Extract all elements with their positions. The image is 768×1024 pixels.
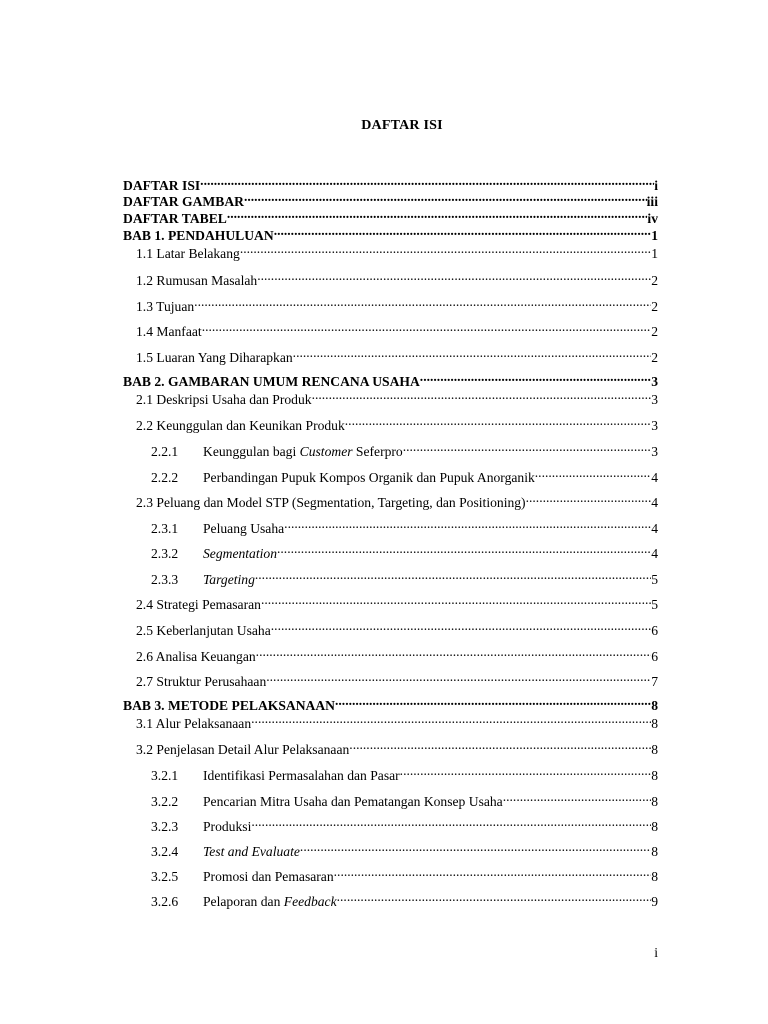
- toc-entry-label: 2.5 Keberlanjutan Usaha: [136, 623, 271, 638]
- toc-entry-page: 8: [651, 844, 658, 859]
- toc-entry-label: [203, 545, 277, 563]
- toc-dot-leader: [240, 240, 651, 258]
- toc-entry[interactable]: [123, 205, 658, 226]
- toc-dot-leader: [312, 386, 652, 404]
- toc-dot-leader: [337, 888, 652, 906]
- toc-dot-leader: [257, 267, 651, 285]
- toc-entry[interactable]: [123, 293, 658, 314]
- toc-entry-page: 5: [651, 572, 658, 587]
- toc-entry-label: [203, 767, 400, 785]
- toc-entry-page: 9: [651, 894, 658, 909]
- toc-dot-leader: [256, 643, 652, 661]
- toc-entry[interactable]: [123, 838, 658, 859]
- toc-entry-number: 2.3.3: [151, 572, 179, 587]
- toc-entry[interactable]: [123, 438, 658, 459]
- toc-entry-page: 2: [651, 324, 658, 339]
- toc-entry[interactable]: [123, 489, 658, 510]
- toc-entry-label-text: Peluang Usaha: [203, 521, 285, 536]
- toc-entry-page: 1: [651, 228, 658, 243]
- toc-entry-label: [203, 893, 337, 911]
- toc-entry[interactable]: [123, 591, 658, 612]
- toc-entry-label: 1.1 Latar Belakang: [136, 246, 240, 261]
- toc-entry-label-text: Seferpro: [352, 444, 403, 459]
- toc-entry-page: 5: [651, 597, 658, 612]
- toc-entry[interactable]: [123, 222, 658, 243]
- toc-entry-label-text: Produksi: [203, 819, 252, 834]
- toc-entry-number: 2.3.2: [151, 546, 179, 561]
- toc-entry-label: [203, 520, 284, 538]
- toc-entry-label-italic: Test and Evaluate: [203, 844, 300, 859]
- toc-entry-label: 2.1 Deskripsi Usaha dan Produk: [136, 392, 312, 407]
- toc-dot-leader: [277, 540, 651, 558]
- toc-entry[interactable]: [123, 762, 658, 783]
- toc-dot-leader: [274, 222, 652, 240]
- toc-entry-label: BAB 1. PENDAHULUAN: [123, 228, 274, 243]
- toc-entry-label: DAFTAR GAMBAR: [123, 194, 244, 209]
- toc-entry[interactable]: [123, 540, 658, 561]
- toc-entry-number: 3.2.5: [151, 869, 179, 884]
- toc-entry[interactable]: [123, 267, 658, 288]
- toc-dot-leader: [202, 318, 652, 336]
- toc-entry-label: DAFTAR TABEL: [123, 211, 227, 226]
- toc-entry[interactable]: [123, 464, 658, 485]
- toc-entry[interactable]: [123, 617, 658, 638]
- toc-dot-leader: [503, 788, 651, 806]
- toc-entry-number: 3.2.4: [151, 844, 179, 859]
- toc-entry[interactable]: [123, 668, 658, 689]
- toc-dot-leader: [251, 813, 651, 831]
- toc-entry-label: [203, 793, 503, 811]
- toc-entry-label: [203, 443, 403, 461]
- toc-entry-page: 6: [651, 623, 658, 638]
- toc-entry[interactable]: [123, 412, 658, 433]
- toc-entry-page: 3: [651, 444, 658, 459]
- toc-entry-label: 1.5 Luaran Yang Diharapkan: [136, 350, 293, 365]
- toc-entry-page: 2: [651, 273, 658, 288]
- toc-dot-leader: [403, 438, 651, 456]
- toc-entry-page: 3: [651, 392, 658, 407]
- toc-entry-label: 2.6 Analisa Keuangan: [136, 649, 256, 664]
- toc-entry-page: 8: [651, 742, 658, 757]
- toc-entry-page: iv: [647, 211, 658, 226]
- toc-entry[interactable]: [123, 188, 658, 209]
- toc-entry-page: 3: [651, 374, 658, 389]
- toc-entry-label: 1.2 Rumusan Masalah: [136, 273, 258, 288]
- toc-dot-leader: [335, 692, 651, 710]
- toc-dot-leader: [255, 566, 651, 584]
- toc-dot-leader: [300, 838, 651, 856]
- toc-dot-leader: [266, 668, 651, 686]
- toc-entry[interactable]: [123, 813, 658, 834]
- toc-entry-label: 1.4 Manfaat: [136, 324, 202, 339]
- toc-entry-page: 8: [651, 716, 658, 731]
- toc-entry-number: 2.2.2: [151, 470, 179, 485]
- toc-dot-leader: [420, 368, 651, 386]
- toc-entry-label: 2.7 Struktur Perusahaan: [136, 674, 267, 689]
- toc-dot-leader: [349, 736, 651, 754]
- toc-entry-page: 4: [651, 470, 658, 485]
- toc-entry[interactable]: [123, 643, 658, 664]
- toc-entry[interactable]: [123, 736, 658, 757]
- toc-entry[interactable]: [123, 344, 658, 365]
- page-number: i: [654, 945, 658, 960]
- toc-entry[interactable]: [123, 368, 658, 389]
- toc-entry-label: BAB 3. METODE PELAKSANAAN: [123, 698, 335, 713]
- toc-entry-page: 7: [651, 674, 658, 689]
- toc-entry-number: 3.2.2: [151, 794, 179, 809]
- toc-dot-leader: [293, 344, 652, 362]
- toc-entry[interactable]: [123, 318, 658, 339]
- toc-entry-page: 2: [651, 299, 658, 314]
- toc-entry-number: 3.2.6: [151, 894, 179, 909]
- toc-entry-label: [203, 818, 251, 836]
- toc-entry[interactable]: [123, 888, 658, 909]
- toc-entry-label: [203, 469, 535, 487]
- toc-entry[interactable]: [123, 692, 658, 713]
- toc-entry-page: 1: [651, 246, 658, 261]
- toc-entry-page: i: [654, 178, 658, 193]
- toc-entry-label: [203, 868, 334, 886]
- toc-entry-label-text: Pelaporan dan: [203, 894, 284, 909]
- toc-dot-leader: [271, 617, 651, 635]
- toc-entry-label: BAB 2. GAMBARAN UMUM RENCANA USAHA: [123, 374, 420, 389]
- toc-entry-page: 4: [651, 521, 658, 536]
- toc-dot-leader: [194, 293, 651, 311]
- toc-entry-label: DAFTAR ISI: [123, 178, 201, 193]
- toc-dot-leader: [535, 464, 651, 482]
- toc-entry-label-text: Perbandingan Pupuk Kompos Organik dan Pupuk Anorganik: [203, 470, 535, 485]
- toc-entry-label: [203, 571, 255, 589]
- toc-entry-number: 3.2.1: [151, 768, 179, 783]
- toc-dot-leader: [284, 515, 651, 533]
- toc-dot-leader: [251, 710, 651, 728]
- toc-entry-page: iii: [646, 194, 658, 209]
- toc-dot-leader: [526, 489, 652, 507]
- toc-entry-label: 3.1 Alur Pelaksanaan: [136, 716, 252, 731]
- toc-entry-page: 6: [651, 649, 658, 664]
- toc-entry-label-text: Promosi dan Pemasaran: [203, 869, 334, 884]
- toc-entry-label: 2.2 Keunggulan dan Keunikan Produk: [136, 418, 345, 433]
- toc-dot-leader: [227, 205, 648, 223]
- toc-entry-page: 8: [651, 819, 658, 834]
- toc-entry-page: 8: [651, 698, 658, 713]
- toc-entry-label-italic: Customer: [299, 444, 353, 459]
- toc-entry-page: 8: [651, 768, 658, 783]
- page-title: DAFTAR ISI: [361, 118, 443, 133]
- toc-entry[interactable]: [123, 386, 658, 407]
- toc-entry[interactable]: [123, 788, 658, 809]
- toc-dot-leader: [334, 863, 652, 881]
- toc-entry-page: 4: [651, 546, 658, 561]
- toc-entry-number: 2.2.1: [151, 444, 179, 459]
- toc-entry-page: 3: [651, 418, 658, 433]
- toc-entry[interactable]: [123, 710, 658, 731]
- toc-entry-page: 4: [651, 495, 658, 510]
- toc-entry-label-italic: Segmentation: [203, 546, 277, 561]
- toc-entry-label-italic: Targeting: [203, 572, 255, 587]
- toc-entry-page: 8: [651, 869, 658, 884]
- toc-entry-page: 8: [651, 794, 658, 809]
- toc-entry-label-italic: Feedback: [283, 894, 337, 909]
- toc-entry[interactable]: [123, 240, 658, 261]
- toc-entry-label-text: Identifikasi Permasalahan dan Pasar: [203, 768, 400, 783]
- toc-entry[interactable]: [123, 515, 658, 536]
- toc-entry-label-text: Keunggulan bagi: [203, 444, 300, 459]
- toc-entry-label: 2.3 Peluang dan Model STP (Segmentation, Targeting, dan Positioning): [136, 495, 526, 510]
- toc-dot-leader: [345, 412, 651, 430]
- toc-dot-leader: [244, 188, 647, 206]
- toc-entry-number: 3.2.3: [151, 819, 179, 834]
- toc-entry-label: 2.4 Strategi Pemasaran: [136, 597, 261, 612]
- toc-entry-label-text: Pencarian Mitra Usaha dan Pematangan Konsep Usaha: [203, 794, 503, 809]
- toc-entry-page: 2: [651, 350, 658, 365]
- toc-entry[interactable]: [123, 566, 658, 587]
- toc-entry-number: 2.3.1: [151, 521, 179, 536]
- toc-entry-label: 1.3 Tujuan: [136, 299, 195, 314]
- toc-dot-leader: [261, 591, 651, 609]
- toc-entry[interactable]: [123, 863, 658, 884]
- toc-entry-label: 3.2 Penjelasan Detail Alur Pelaksanaan: [136, 742, 350, 757]
- toc-entry-label: [203, 843, 300, 861]
- toc-dot-leader: [400, 762, 652, 780]
